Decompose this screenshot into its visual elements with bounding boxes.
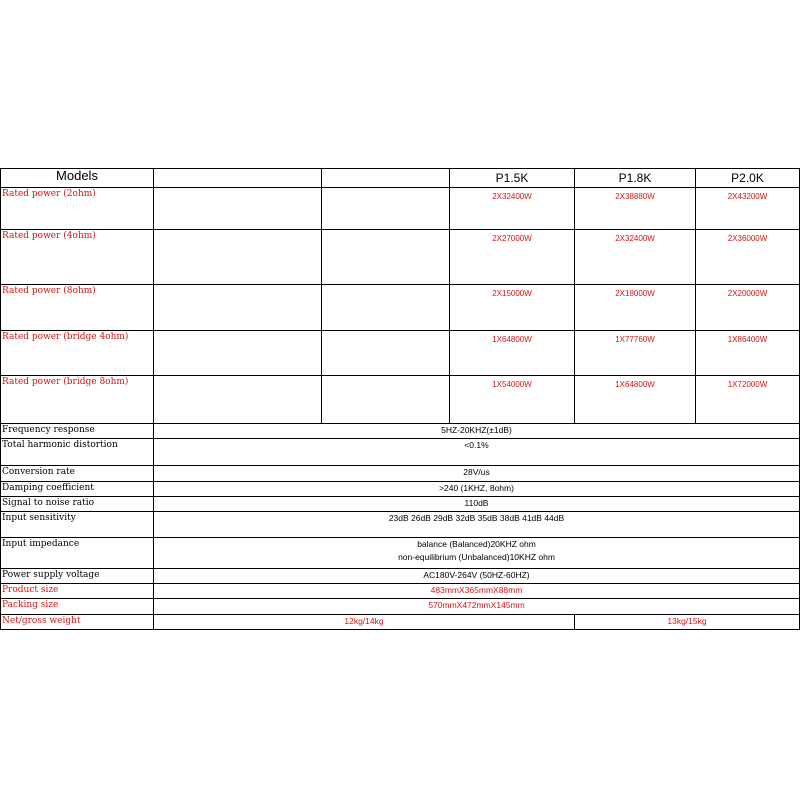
spec-value: 570mmX472mmX145mm bbox=[154, 599, 800, 615]
impedance-balanced: balance (Balanced)20KHZ ohm bbox=[417, 539, 536, 549]
power-row bbox=[1, 230, 800, 285]
spec-row-conversion bbox=[1, 466, 800, 482]
empty-cell bbox=[154, 230, 322, 285]
power-value: 1X64800W bbox=[450, 331, 575, 376]
power-value: 2X38880W bbox=[575, 188, 696, 230]
spec-row-frequency bbox=[1, 424, 800, 439]
model-p2-0k: P2.0K bbox=[696, 169, 800, 188]
spec-value: 5HZ-20KHZ(±1dB) bbox=[154, 424, 800, 439]
empty-cell bbox=[154, 169, 322, 188]
power-row bbox=[1, 331, 800, 376]
spec-label: Total harmonic distortion bbox=[1, 439, 154, 466]
spec-label: Input impedance bbox=[1, 538, 154, 569]
power-value: 1X77760W bbox=[575, 331, 696, 376]
power-row bbox=[1, 285, 800, 331]
empty-cell bbox=[154, 331, 322, 376]
spec-row-product-size bbox=[1, 584, 800, 599]
empty-cell bbox=[154, 376, 322, 424]
power-value: 1X54000W bbox=[450, 376, 575, 424]
spec-row-impedance bbox=[1, 538, 800, 569]
spec-row-thd bbox=[1, 439, 800, 466]
spec-row-weight bbox=[1, 615, 800, 630]
power-value: 2X18000W bbox=[575, 285, 696, 331]
spec-label: Frequency response bbox=[1, 424, 154, 439]
power-value: 1X64800W bbox=[575, 376, 696, 424]
power-value: 1X72000W bbox=[696, 376, 800, 424]
spec-row-damping bbox=[1, 482, 800, 497]
spec-value: 110dB bbox=[154, 497, 800, 512]
weight-value-p1-5k: 12kg/14kg bbox=[154, 615, 575, 630]
spec-value-impedance bbox=[154, 538, 800, 569]
weight-value-p1-8k-p2-0k: 13kg/15kg bbox=[575, 615, 800, 630]
spec-label: Conversion rate bbox=[1, 466, 154, 482]
power-row bbox=[1, 188, 800, 230]
spec-label: Signal to noise ratio bbox=[1, 497, 154, 512]
spec-value: 23dB 26dB 29dB 32dB 35dB 38dB 41dB 44dB bbox=[154, 512, 800, 538]
spec-label: Net/gross weight bbox=[1, 615, 154, 630]
power-row-label: Rated power (2ohm) bbox=[1, 188, 154, 230]
empty-cell bbox=[322, 331, 450, 376]
power-value: 1X86400W bbox=[696, 331, 800, 376]
header-row bbox=[1, 169, 800, 188]
empty-cell bbox=[322, 376, 450, 424]
models-label: Models bbox=[1, 169, 154, 188]
empty-cell bbox=[154, 285, 322, 331]
power-value: 2X15000W bbox=[450, 285, 575, 331]
power-value: 2X32400W bbox=[575, 230, 696, 285]
spec-row-packing-size bbox=[1, 599, 800, 615]
impedance-unbalanced: non-equilibrium (Unbalanced)10KHZ ohm bbox=[398, 552, 555, 562]
spec-value: 28V/us bbox=[154, 466, 800, 482]
power-value: 2X32400W bbox=[450, 188, 575, 230]
spec-label: Input sensitivity bbox=[1, 512, 154, 538]
spec-value: 483mmX365mmX88mm bbox=[154, 584, 800, 599]
empty-cell bbox=[154, 188, 322, 230]
spec-row-power-supply bbox=[1, 569, 800, 584]
power-value: 2X27000W bbox=[450, 230, 575, 285]
power-value: 2X36000W bbox=[696, 230, 800, 285]
power-row-label: Rated power (bridge 4ohm) bbox=[1, 331, 154, 376]
empty-cell bbox=[322, 169, 450, 188]
spec-label: Damping coefficient bbox=[1, 482, 154, 497]
spec-label: Product size bbox=[1, 584, 154, 599]
model-p1-5k: P1.5K bbox=[450, 169, 575, 188]
spec-value: AC180V-264V (50HZ-60HZ) bbox=[154, 569, 800, 584]
spec-label: Power supply voltage bbox=[1, 569, 154, 584]
spec-value: <0.1% bbox=[154, 439, 800, 466]
power-row-label: Rated power (4ohm) bbox=[1, 230, 154, 285]
power-row-label: Rated power (bridge 8ohm) bbox=[1, 376, 154, 424]
power-value: 2X43200W bbox=[696, 188, 800, 230]
power-value: 2X20000W bbox=[696, 285, 800, 331]
power-row bbox=[1, 376, 800, 424]
empty-cell bbox=[322, 285, 450, 331]
spec-row-sensitivity bbox=[1, 512, 800, 538]
spec-table bbox=[0, 168, 800, 630]
empty-cell bbox=[322, 188, 450, 230]
model-p1-8k: P1.8K bbox=[575, 169, 696, 188]
power-row-label: Rated power (8ohm) bbox=[1, 285, 154, 331]
spec-row-snr bbox=[1, 497, 800, 512]
empty-cell bbox=[322, 230, 450, 285]
spec-value: >240 (1KHZ, 8ohm) bbox=[154, 482, 800, 497]
spec-label: Packing size bbox=[1, 599, 154, 615]
